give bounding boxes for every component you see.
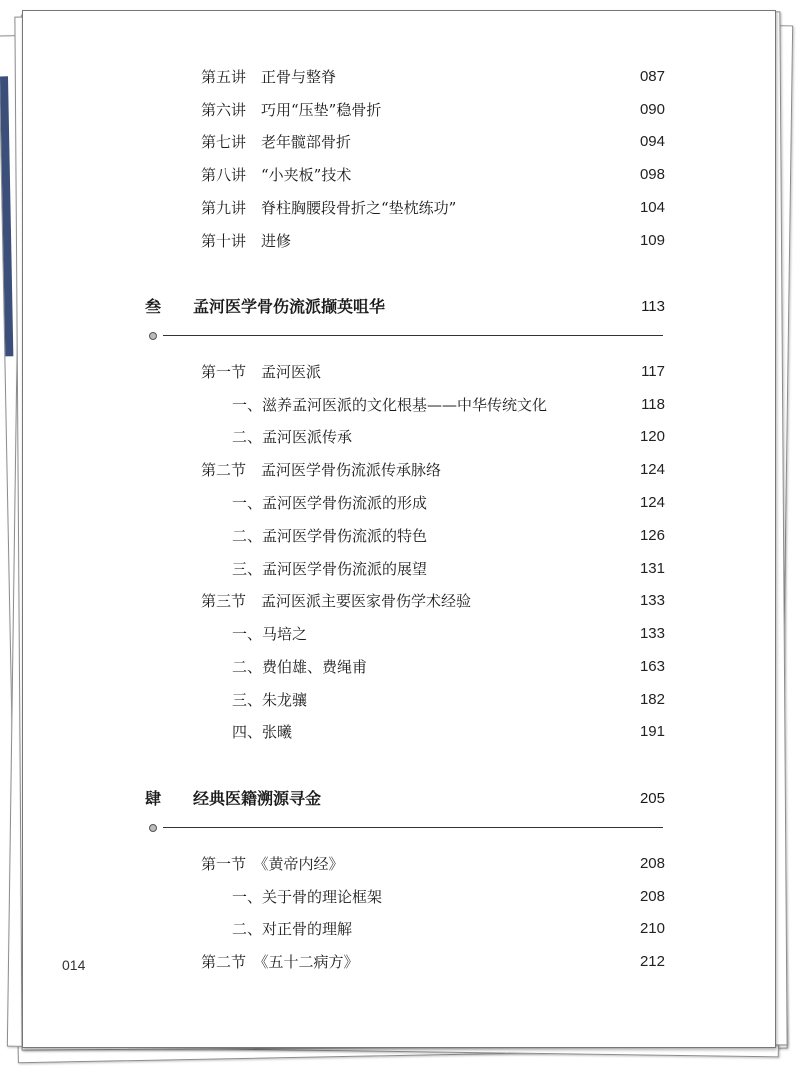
toc-entry-lecture[interactable] bbox=[23, 64, 775, 90]
toc-entry-title: 第一节 《黄帝内经》 bbox=[201, 855, 344, 873]
toc-entry-title: 二、孟河医派传承 bbox=[232, 428, 353, 446]
toc-page-number: 094 bbox=[639, 133, 665, 150]
toc-page-number: 133 bbox=[639, 592, 665, 609]
toc-page-number: 182 bbox=[639, 691, 665, 708]
toc-entry-item[interactable] bbox=[23, 719, 775, 745]
page-folio-number: 014 bbox=[62, 957, 86, 973]
toc-entry-lecture[interactable] bbox=[23, 97, 775, 123]
bullet-dot-icon bbox=[149, 824, 157, 832]
toc-page-number: 212 bbox=[639, 953, 665, 970]
toc-entry-lecture[interactable] bbox=[23, 162, 775, 188]
toc-page-number: 133 bbox=[639, 625, 665, 642]
toc-page-number: 117 bbox=[641, 363, 665, 380]
toc-entry-lecture[interactable] bbox=[23, 195, 775, 221]
toc-page-number: 120 bbox=[639, 428, 665, 445]
toc-entry-item[interactable] bbox=[23, 916, 775, 942]
toc-entry-title: 第六讲 巧用“压垫”稳骨折 bbox=[201, 101, 382, 119]
toc-page-number: 208 bbox=[639, 888, 665, 905]
toc-page-number: 109 bbox=[639, 232, 665, 249]
part-title: 经典医籍溯源寻金 bbox=[193, 789, 322, 808]
toc-page-number: 124 bbox=[639, 461, 665, 478]
toc-entry-item[interactable] bbox=[23, 523, 775, 549]
toc-part-heading[interactable] bbox=[23, 785, 775, 813]
toc-entry-item[interactable] bbox=[23, 392, 775, 418]
toc-page-number: 118 bbox=[641, 396, 665, 413]
toc-entry-title: 二、孟河医学骨伤流派的特色 bbox=[232, 527, 428, 545]
toc-page-number: 191 bbox=[639, 723, 665, 740]
toc-entry-title: 一、马培之 bbox=[232, 625, 308, 643]
toc-entry-item[interactable] bbox=[23, 621, 775, 647]
toc-entry-title: 第二节 孟河医学骨伤流派传承脉络 bbox=[201, 461, 442, 479]
toc-entry-title: 第三节 孟河医派主要医家骨伤学术经验 bbox=[201, 592, 472, 610]
toc-entry-item[interactable] bbox=[23, 556, 775, 582]
toc-page-number: 208 bbox=[639, 855, 665, 872]
toc-page-number: 126 bbox=[639, 527, 665, 544]
toc-page-number: 098 bbox=[639, 166, 665, 183]
toc-entry-title: 一、滋养孟河医派的文化根基——中华传统文化 bbox=[232, 396, 548, 414]
toc-entry-section[interactable] bbox=[23, 457, 775, 483]
toc-entry-title: 一、关于骨的理论框架 bbox=[232, 888, 383, 906]
toc-entry-title: 三、孟河医学骨伤流派的展望 bbox=[232, 560, 428, 578]
toc-page-number: 124 bbox=[639, 494, 665, 511]
toc-entry-section[interactable] bbox=[23, 851, 775, 877]
toc-page-number: 205 bbox=[639, 790, 665, 807]
toc-page-number: 163 bbox=[639, 658, 665, 675]
toc-entry-title: 二、对正骨的理解 bbox=[232, 920, 353, 938]
toc-entry-title: 第五讲 正骨与整脊 bbox=[201, 68, 337, 86]
toc-entry-title: 二、费伯雄、费绳甫 bbox=[232, 658, 368, 676]
part-divider-rule bbox=[163, 827, 663, 828]
toc-entry-item[interactable] bbox=[23, 687, 775, 713]
bullet-dot-icon bbox=[149, 332, 157, 340]
toc-entry-lecture[interactable] bbox=[23, 228, 775, 254]
toc-entry-item[interactable] bbox=[23, 654, 775, 680]
toc-entry-title: 第二节 《五十二病方》 bbox=[201, 953, 359, 971]
toc-entry-title: 第九讲 脊柱胸腰段骨折之“垫枕练功” bbox=[201, 199, 457, 217]
toc-entry-item[interactable] bbox=[23, 490, 775, 516]
part-divider-rule bbox=[163, 335, 663, 336]
toc-page-number: 210 bbox=[639, 920, 665, 937]
book-edge-strip bbox=[0, 76, 13, 356]
part-number: 叁 bbox=[145, 297, 162, 316]
toc-entry-title: 一、孟河医学骨伤流派的形成 bbox=[232, 494, 428, 512]
toc-entry-title: 四、张曦 bbox=[232, 723, 293, 741]
part-number: 肆 bbox=[145, 789, 162, 808]
toc-entry-title: 第七讲 老年髋部骨折 bbox=[201, 133, 352, 151]
toc-entry-lecture[interactable] bbox=[23, 129, 775, 155]
toc-entry-section[interactable] bbox=[23, 359, 775, 385]
toc-entry-title: 第八讲 “小夹板”技术 bbox=[201, 166, 352, 184]
toc-page-number: 090 bbox=[639, 101, 665, 118]
toc-entry-title: 第一节 孟河医派 bbox=[201, 363, 322, 381]
table-of-contents-page bbox=[22, 10, 776, 1048]
toc-page-number: 131 bbox=[639, 560, 665, 577]
toc-entry-item[interactable] bbox=[23, 424, 775, 450]
toc-entry-section[interactable] bbox=[23, 949, 775, 975]
toc-entry-item[interactable] bbox=[23, 884, 775, 910]
toc-part-heading[interactable] bbox=[23, 293, 775, 321]
toc-page-number: 113 bbox=[641, 298, 665, 315]
toc-entry-title: 三、朱龙骧 bbox=[232, 691, 308, 709]
toc-entry-section[interactable] bbox=[23, 588, 775, 614]
part-title: 孟河医学骨伤流派撷英咀华 bbox=[193, 297, 386, 316]
toc-entry-title: 第十讲 进修 bbox=[201, 232, 292, 250]
toc-page-number: 104 bbox=[639, 199, 665, 216]
toc-page-number: 087 bbox=[639, 68, 665, 85]
